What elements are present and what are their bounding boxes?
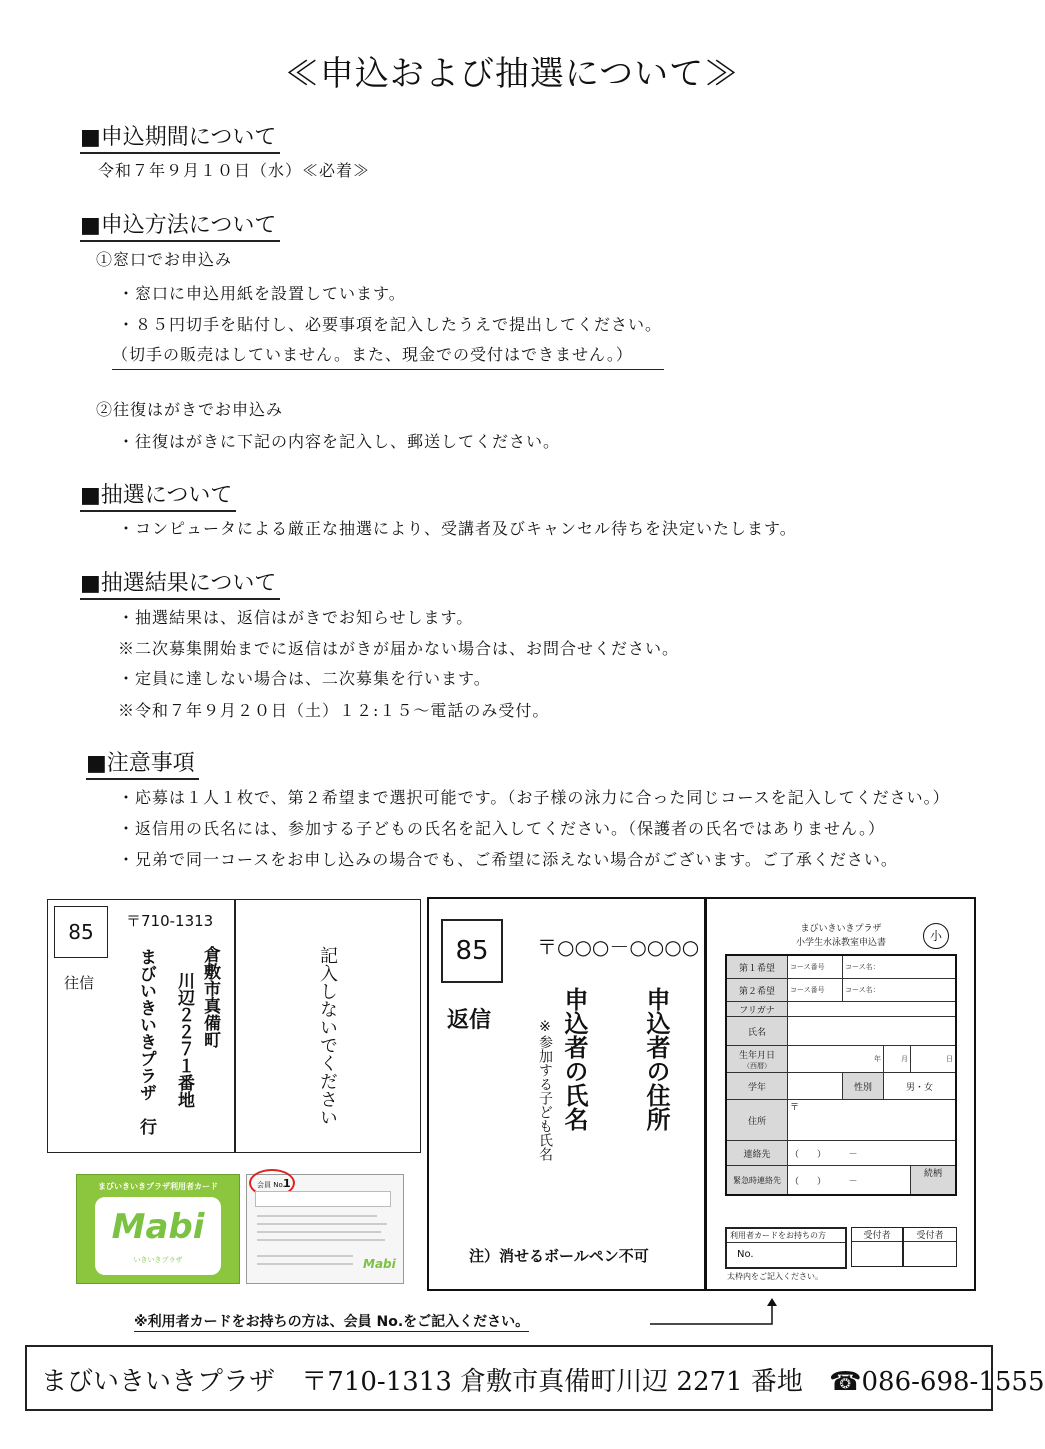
card-holder-label: 利用者カードをお持ちの方	[727, 1229, 845, 1243]
birth-label	[726, 1046, 788, 1073]
wish2-label: 第２希望	[726, 979, 788, 1002]
section-heading-notes: ■注意事項	[86, 750, 199, 780]
member-no-label: 会員 No.	[257, 1181, 285, 1189]
notes-line: ・兄弟で同一コースをお申し込みの場合でも、ご希望に添えない場合がございます。ご了承ください。	[118, 850, 898, 869]
elementary-badge: 小	[923, 923, 949, 949]
member-name-field	[255, 1191, 391, 1207]
form-org: まびいきいきプラザ	[800, 924, 882, 934]
course-name-label: コース名：	[843, 955, 957, 979]
reply-postcard-spread	[427, 897, 976, 1291]
footer-contact-box	[25, 1345, 1045, 1411]
wish1-label: 第１希望	[726, 955, 788, 979]
footer-org: まびいきいきプラザ	[41, 1367, 276, 1397]
do-not-write-note: 記入しないでください	[317, 946, 338, 1126]
receiver2-box	[903, 1227, 957, 1267]
results-line: ※令和７年９月２０日（土）１２:１５～電話のみ受付。	[118, 701, 550, 720]
fine-print-line	[257, 1239, 385, 1241]
lottery-line: ・コンピュータによる厳正な抽選により、受講者及びキャンセル待ちを決定いたします。	[118, 519, 797, 538]
reply-stamp-box: 85	[441, 919, 503, 983]
emergency-label: 緊急時連絡先	[726, 1166, 788, 1196]
birth-label-sub: （西暦）	[743, 1061, 771, 1070]
fine-print-line	[257, 1263, 353, 1265]
outgoing-postcard	[47, 899, 421, 1153]
grade-label: 学年	[726, 1073, 788, 1100]
birth-year: 年	[788, 1046, 884, 1073]
section-heading-period: ■申込期間について	[80, 124, 280, 154]
gender-label: 性別	[843, 1073, 884, 1100]
receiver2-label: 受付者	[904, 1228, 956, 1242]
receiver1-box	[851, 1227, 903, 1267]
stamp-box: 85	[54, 906, 108, 958]
addressee: まびいきいきプラザ 行	[136, 948, 156, 1135]
gender-options: 男・女	[884, 1073, 957, 1100]
results-line: ※二次募集開始までに返信はがきが届かない場合は、お問合せください。	[118, 639, 680, 658]
fine-print-line	[257, 1223, 387, 1225]
method-line: ・往復はがきに下記の内容を記入し、郵送してください。	[118, 432, 561, 451]
postal-code: 〒710-1313	[126, 912, 214, 930]
fine-print-line	[257, 1231, 381, 1233]
form-bottom	[725, 1227, 957, 1267]
course-no-label: コース番号	[788, 955, 843, 979]
footer-tel: 086-698-1555	[861, 1367, 1045, 1397]
form-title: 小学生水泳教室申込書	[795, 938, 886, 948]
member-card-title: まびいきいきプラザ利用者カード	[98, 1182, 218, 1191]
logo-panel	[95, 1197, 221, 1275]
birth-day: 日	[911, 1046, 957, 1073]
address-line1: 倉敷市真備町	[200, 946, 220, 1048]
section-heading-method: ■申込方法について	[80, 212, 280, 242]
footer-postal: 〒710-1313	[301, 1367, 452, 1397]
section-heading-lottery: ■抽選について	[80, 482, 236, 512]
pen-note: 注）消せるボールペン不可	[469, 1247, 649, 1265]
reply-postal: 〒○○○－○○○○	[537, 935, 700, 959]
footer-address: 倉敷市真備町川辺 2271 番地	[460, 1367, 803, 1397]
arrow-icon	[640, 1296, 790, 1330]
card-holder-box	[725, 1227, 847, 1269]
postal-mark: 〒	[788, 1100, 957, 1141]
reply-name-note: ※参加する子ども氏名	[537, 1019, 553, 1161]
course-name-label: コース名：	[843, 979, 957, 1002]
relation-label: 続柄	[911, 1166, 957, 1196]
name-field	[788, 1017, 957, 1046]
reply-name-placeholder: 申込者の氏名	[560, 987, 588, 1131]
form-footer-note: 太枠内をご記入ください。	[727, 1272, 823, 1281]
address-label: 住所	[726, 1100, 788, 1141]
card-no-label: No.	[737, 1249, 754, 1260]
birth-label-text: 生年月日	[738, 1050, 775, 1061]
method-sub1: ①窓口でお申込み	[96, 250, 233, 269]
period-line: 令和７年９月１０日（水）≪必着≫	[98, 161, 371, 180]
method-note: （切手の販売はしていません。また、現金での受付はできません。）	[112, 344, 664, 370]
outgoing-label: 往信	[64, 974, 95, 992]
member-card-front	[76, 1174, 240, 1284]
card-note: ※利用者カードをお持ちの方は、会員 No.をご記入ください。	[134, 1311, 529, 1332]
footer-line	[41, 1361, 1045, 1398]
fine-print-line	[257, 1255, 353, 1257]
reply-divider	[704, 899, 707, 1289]
results-line: ・定員に達しない場合は、二次募集を行います。	[118, 669, 491, 688]
page-title: ≪申込および抽選について≫	[284, 54, 740, 94]
grade-field	[788, 1073, 843, 1100]
fine-print-line	[257, 1215, 377, 1217]
method-line: ・８５円切手を貼付し、必要事項を記入したうえで提出してください。	[118, 315, 663, 334]
mabi-logo: Mabi	[111, 1207, 205, 1247]
contact-label: 連絡先	[726, 1141, 788, 1166]
member-no-value: 1	[283, 1177, 291, 1190]
results-line: ・抽選結果は、返信はがきでお知らせします。	[118, 608, 474, 627]
phone-icon: ☎	[829, 1367, 862, 1397]
birth-month: 月	[884, 1046, 911, 1073]
receiver1-label: 受付者	[852, 1228, 902, 1242]
contact-phone-format: （ ） －	[788, 1141, 957, 1166]
reply-address-placeholder: 申込者の住所	[642, 987, 670, 1131]
application-form-table	[725, 954, 957, 1196]
furigana-label: フリガナ	[726, 1002, 788, 1017]
name-label: 氏名	[726, 1017, 788, 1046]
method-sub2: ②往復はがきでお申込み	[96, 400, 284, 419]
reply-label: 返信	[447, 1008, 492, 1033]
emergency-phone-format: （ ） －	[788, 1166, 911, 1196]
notes-line: ・応募は１人１枚で、第２希望まで選択可能です。（お子様の泳力に合った同じコースを記入してください。）	[118, 788, 950, 807]
section-heading-results: ■抽選結果について	[80, 570, 280, 600]
mabi-logo-sub: いきいきプラザ	[133, 1256, 183, 1264]
course-no-label: コース番号	[788, 979, 843, 1002]
card-divider	[234, 900, 236, 1152]
furigana-field	[788, 1002, 957, 1017]
member-card-back	[246, 1174, 404, 1284]
notes-line: ・返信用の氏名には、参加する子どもの氏名を記入してください。（保護者の氏名ではありません。）	[118, 819, 885, 838]
mabi-logo-small: Mabi	[363, 1257, 396, 1271]
address-line2: 川辺２２７１番地	[174, 972, 194, 1108]
method-line: ・窓口に申込用紙を設置しています。	[118, 284, 406, 303]
